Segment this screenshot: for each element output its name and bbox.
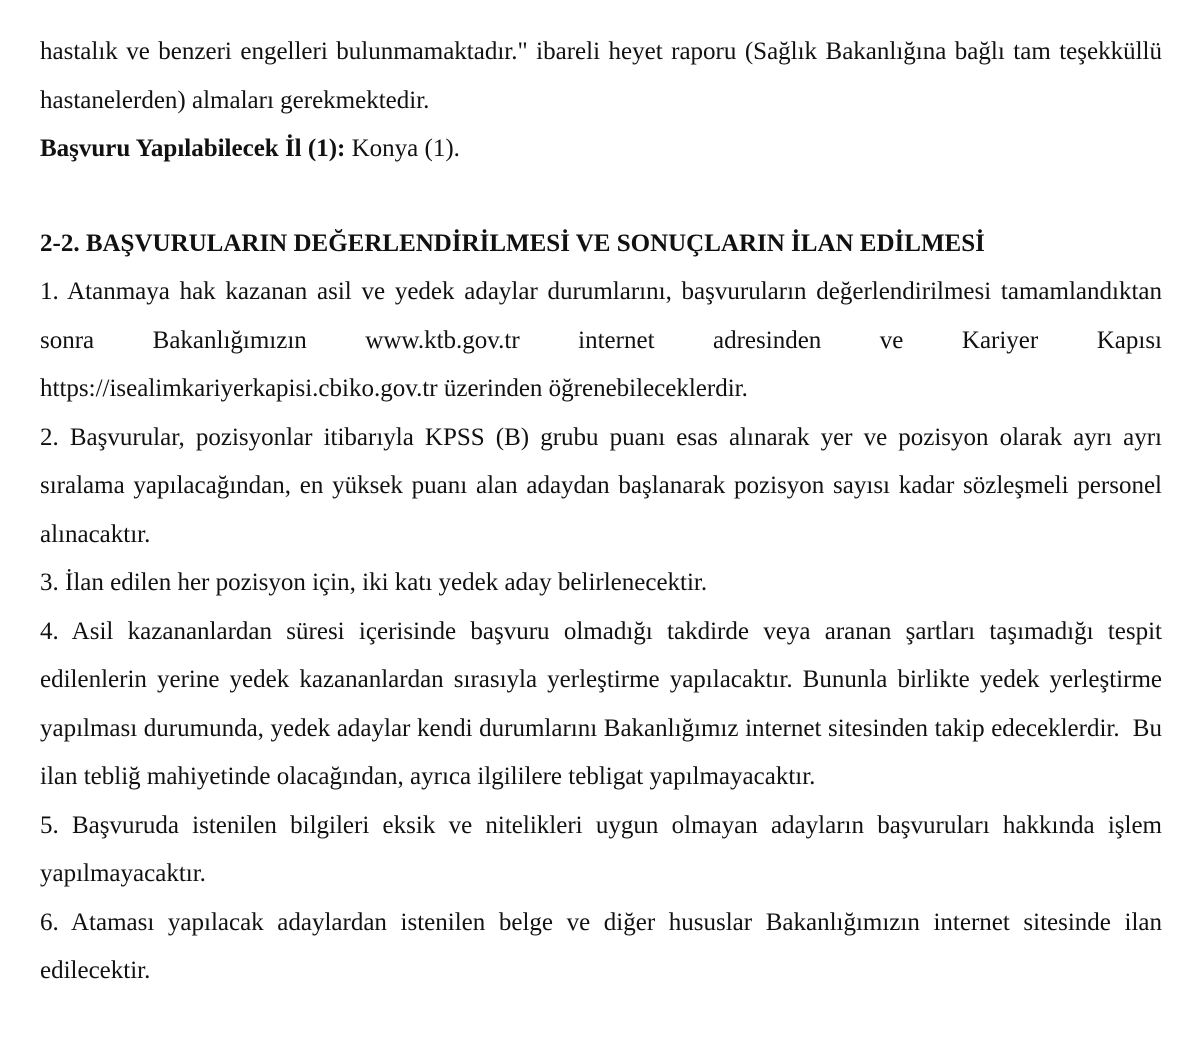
province-label: Başvuru Yapılabilecek İl (1): bbox=[40, 135, 346, 162]
list-item-3: 3. İlan edilen her pozisyon için, iki katı yedek aday belirlenecektir. bbox=[40, 569, 708, 596]
intro-paragraph: hastalık ve benzeri engelleri bulunmamaktadır." ibareli heyet raporu (Sağlık Bakanlığına bağlı tam teşekküllü hastanelerden) almaları gerekmektedir. bbox=[40, 38, 1162, 114]
province-value: Konya (1). bbox=[345, 135, 460, 162]
section-spacer bbox=[40, 174, 1162, 220]
document-page bbox=[40, 28, 1169, 996]
list-item-6: 6. Ataması yapılacak adaylardan istenilen belge ve diğer hususlar Bakanlığımızın internet sitesinde ilan edilecektir. bbox=[40, 908, 1162, 984]
list-item-2: 2. Başvurular, pozisyonlar itibarıyla KPSS (B) grubu puanı esas alınarak yer ve pozisyon olarak ayrı ayrı sıralama yapılacağından, en yüksek puanı alan adaydan başlanarak pozisyon sayısı kadar sözleşmeli personel alınacaktır. bbox=[40, 423, 1162, 548]
list-item-5: 5. Başvuruda istenilen bilgileri eksik ve nitelikleri uygun olmayan adayların başvuruları hakkında işlem yapılmayacaktır. bbox=[40, 811, 1162, 887]
list-item-1: 1. Atanmaya hak kazanan asil ve yedek adaylar durumlarını, başvuruların değerlendirilmesi tamamlandıktan sonra Bakanlığımızın www.ktb.gov.tr internet adresinden ve Kariyer Kapısı https://isealimkariyerkapisi.cbiko.gov.tr üzerinden öğrenebileceklerdir. bbox=[40, 278, 1162, 402]
list-item-4: 4. Asil kazananlardan süresi içerisinde başvuru olmadığı takdirde veya aranan şartları taşımadığı tespit edilenlerin yerine yedek kazananlardan sırasıyla yerleştirme yapılacaktır. Bununla birlikte yedek yerleştirme yapılması durumunda, yedek adaylar kendi durumlarını Bakanlığımız internet sitesinden takip edeceklerdir. Bu ilan tebliğ mahiyetinde olacağından, ayrıca ilgililere tebligat yapılmayacaktır. bbox=[40, 617, 1169, 790]
section-heading: 2-2. BAŞVURULARIN DEĞERLENDİRİLMESİ VE SONUÇLARIN İLAN EDİLMESİ bbox=[40, 229, 985, 257]
province-line bbox=[40, 125, 1162, 174]
